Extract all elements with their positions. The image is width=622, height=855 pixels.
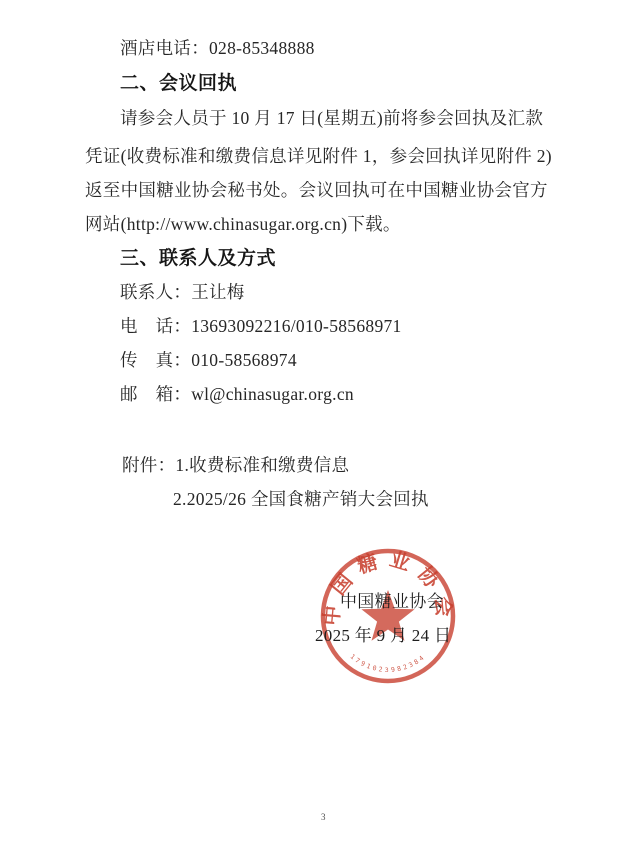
seal-registration-code: 1791023982384 xyxy=(348,652,428,675)
section-2-paragraph-line-3: 返至中国糖业协会秘书处。会议回执可在中国糖业协会官方 xyxy=(85,180,548,200)
section-2-heading: 二、会议回执 xyxy=(120,73,238,94)
attachment-line-1: 附件：1.收费标准和缴费信息 xyxy=(122,455,350,475)
attachment-line-2: 2.2025/26 全国食糖产销大会回执 xyxy=(173,489,429,509)
signature-date: 2025 年 9 月 24 日 xyxy=(315,626,452,645)
contact-email-line: 邮 箱：wl@chinasugar.org.cn xyxy=(120,384,354,404)
section-2-paragraph-line-2: 凭证(收费标准和缴费信息详见附件 1，参会回执详见附件 2) xyxy=(85,146,552,166)
contact-name-line: 联系人：王让梅 xyxy=(120,282,245,302)
hotel-phone-line: 酒店电话：028-85348888 xyxy=(120,38,315,58)
contact-fax-line: 传 真：010-58568974 xyxy=(120,350,297,370)
signature-org-name: 中国糖业协会 xyxy=(340,592,444,611)
section-2-paragraph-line-4-website: 网站(http://www.chinasugar.org.cn)下载。 xyxy=(85,214,401,234)
contact-phone-line: 电 话：13693092216/010-58568971 xyxy=(120,316,402,336)
page-number: 3 xyxy=(321,812,326,822)
seal-arc-org-name: 中国糖业协会 xyxy=(320,548,456,627)
section-2-paragraph-line-1: 请参会人员于 10 月 17 日(星期五)前将参会回执及汇款 xyxy=(120,108,544,128)
official-seal-stamp xyxy=(300,528,476,704)
section-3-heading: 三、联系人及方式 xyxy=(120,248,277,269)
